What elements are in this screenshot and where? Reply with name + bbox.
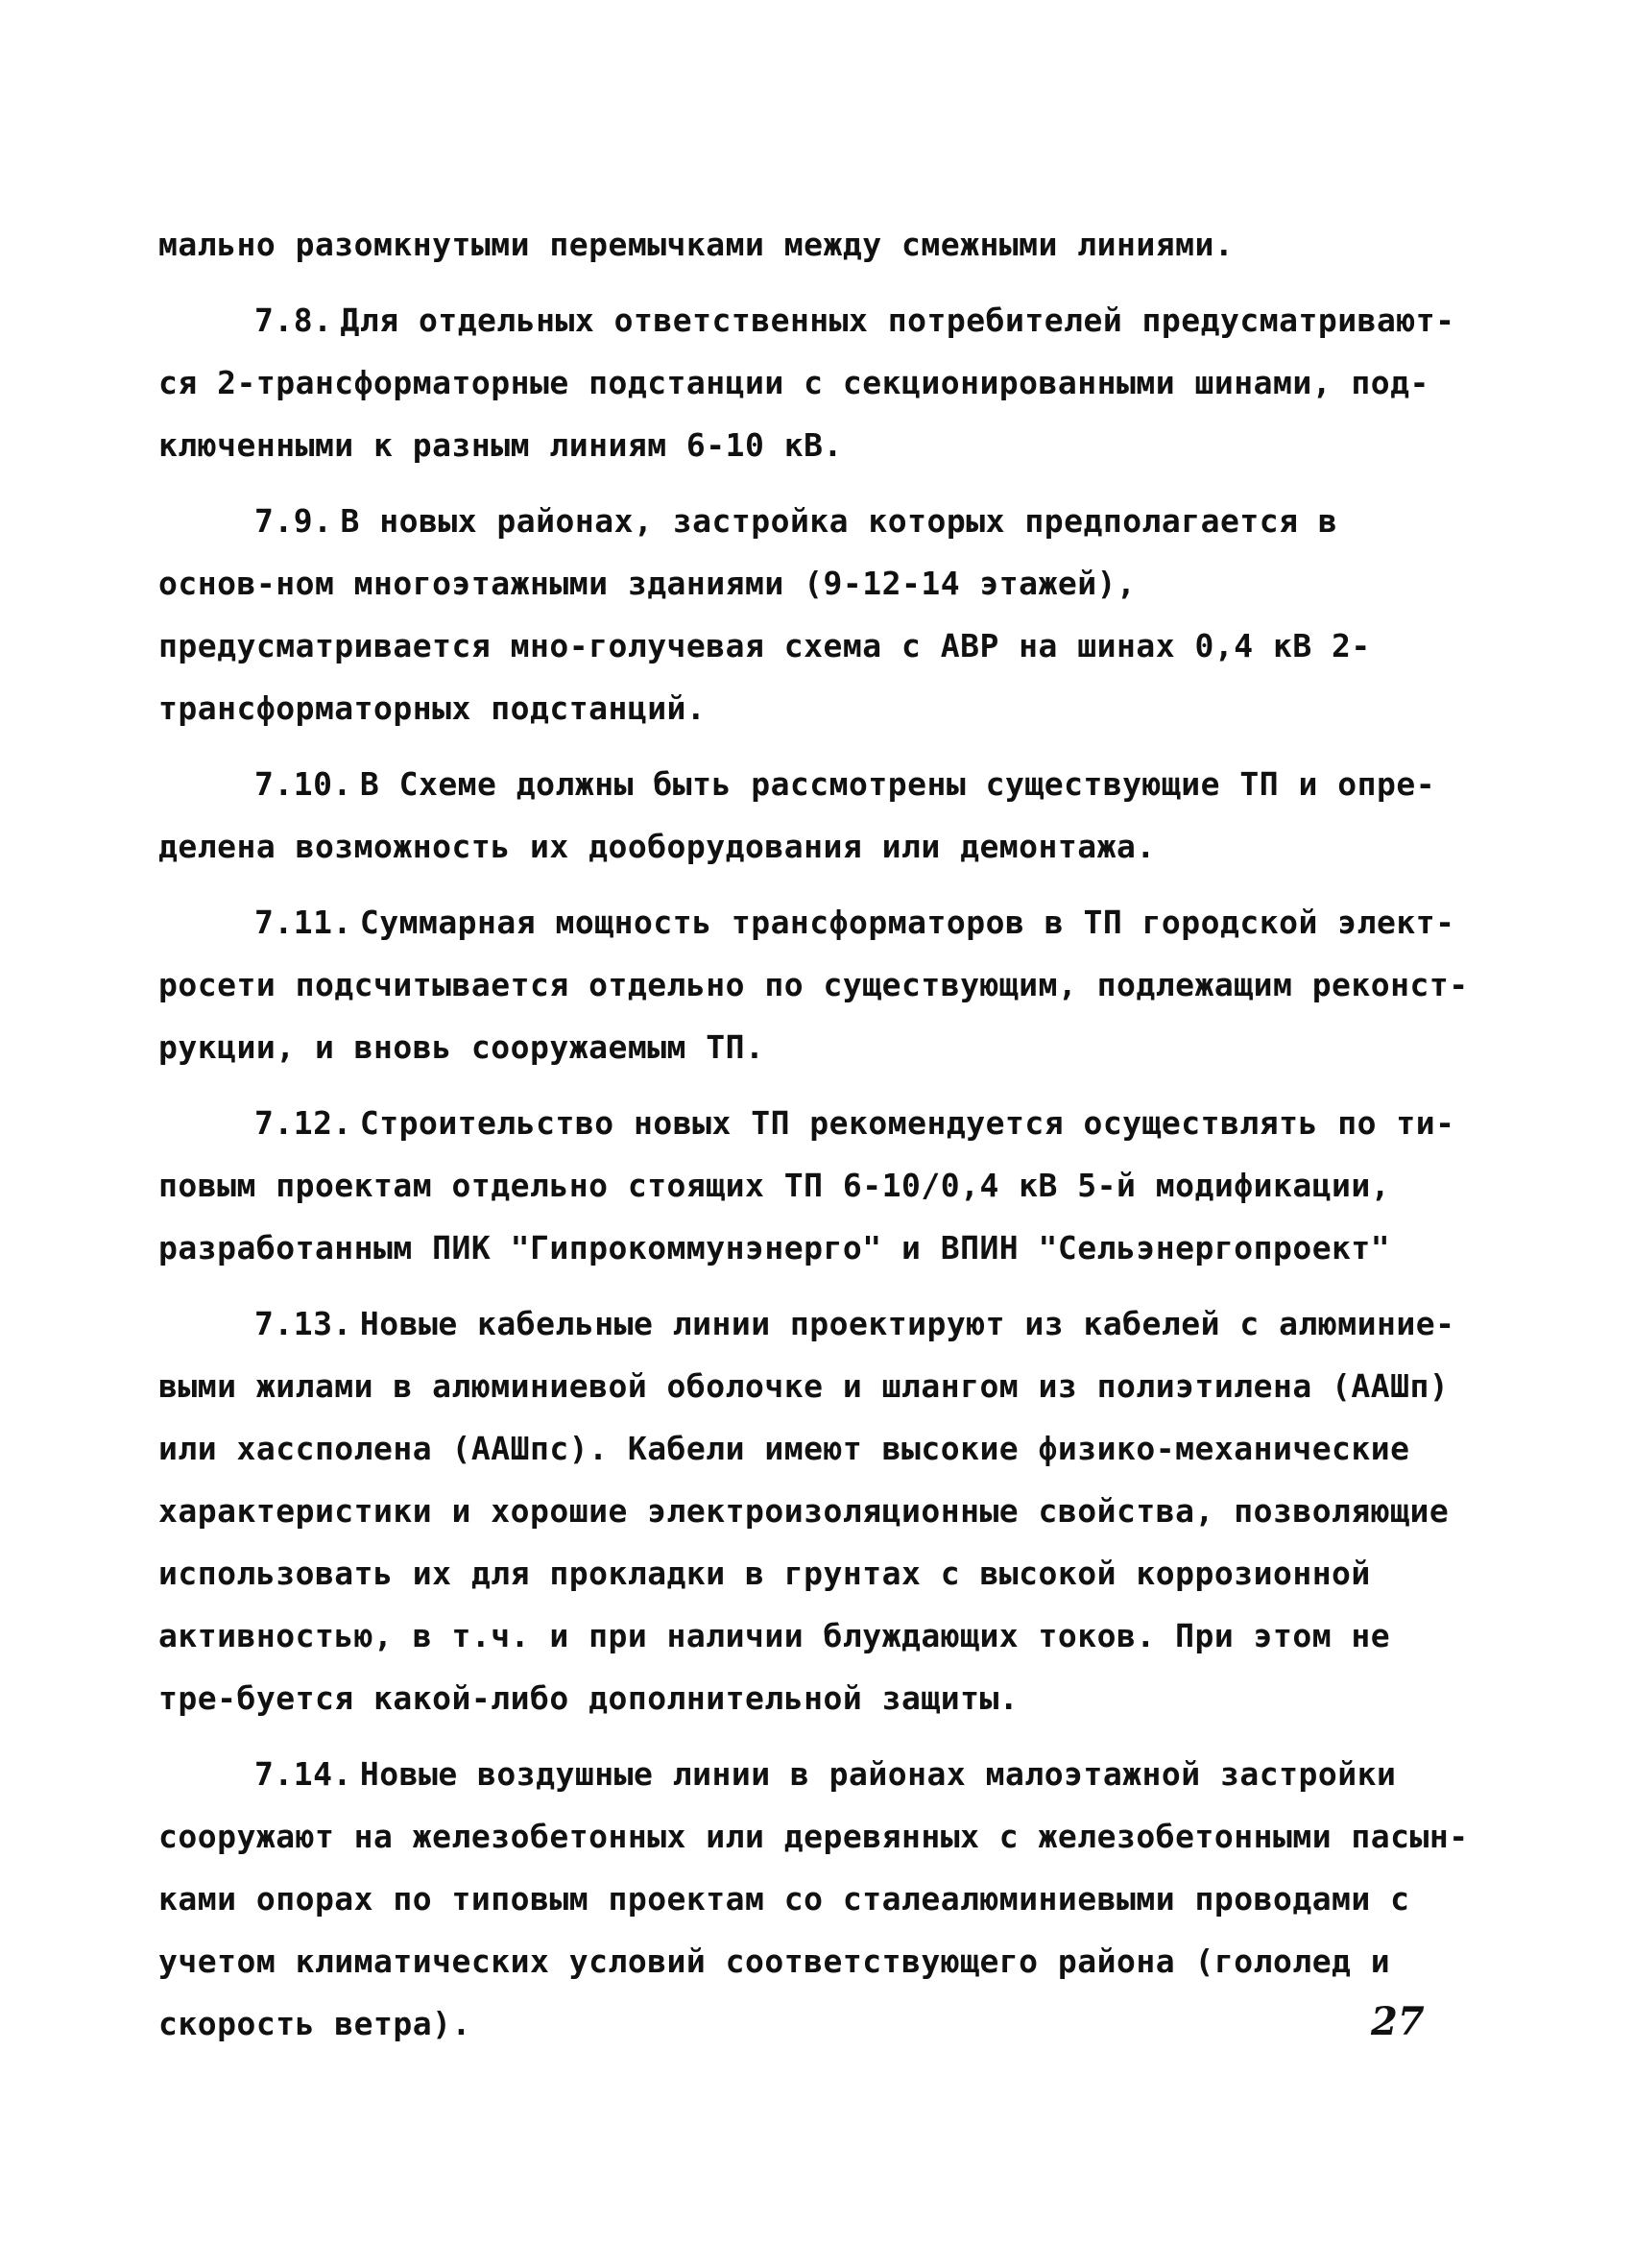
paragraph-text: Суммарная мощность трансформаторов в ТП городской элект-росети подсчитывается отдельно по существующим, подлежащим реконст-рукции, и вновь сооружаемым ТП.	[158, 904, 1469, 1066]
paragraph-text: Для отдельных ответственных потребителей предусматривают-ся 2-трансформаторные подстанции с секционированными шинами, под-ключенными к разным линиям 6-10 кВ.	[158, 302, 1455, 464]
paragraph-7-8	[158, 289, 1474, 476]
paragraph-text: В новых районах, застройка которых предполагается в основ-ном многоэтажными зданиями (9-12-14 этажей), предусматривается мно-голучевая схема с АВР на шинах 0,4 кВ 2-трансформаторных подстанций.	[158, 502, 1371, 727]
paragraph-number: 7.9.	[254, 502, 333, 540]
paragraph-7-13	[158, 1292, 1474, 1729]
paragraph-7-9	[158, 490, 1474, 739]
continuation-paragraph: мально разомкнутыми перемычками между смежными линиями.	[158, 226, 1235, 263]
paragraph-number: 7.14.	[254, 1755, 352, 1793]
paragraph-number: 7.10.	[254, 765, 352, 803]
paragraph-7-10	[158, 753, 1474, 878]
paragraph-7-14	[158, 1743, 1474, 2055]
paragraph-number: 7.13.	[254, 1305, 352, 1342]
paragraph-text: Новые воздушные линии в районах малоэтажной застройки сооружают на железобетонных или деревянных с железобетонными пасын-ками опорах по типовым проектам со сталеалюминиевыми проводами с учетом климатических условий соответствующего района (гололед и скорость ветра).	[158, 1755, 1469, 2042]
page-number: 27	[1371, 1999, 1425, 2044]
paragraph-number: 7.11.	[254, 904, 352, 941]
paragraph-number: 7.8.	[254, 302, 333, 339]
paragraph-text: Строительство новых ТП рекомендуется осуществлять по ти-повым проектам отдельно стоящих ТП 6-10/0,4 кВ 5-й модификации, разработанным ПИК "Гипрокоммунэнерго" и ВПИН "Сельэнергопроект"	[158, 1104, 1455, 1267]
paragraph-7-12	[158, 1092, 1474, 1279]
paragraph-7-11	[158, 891, 1474, 1078]
document-body	[158, 213, 1474, 2068]
paragraph-text: В Схеме должны быть рассмотрены существующие ТП и опре-делена возможность их дооборудования или демонтажа.	[158, 765, 1436, 865]
paragraph-number: 7.12.	[254, 1104, 352, 1142]
paragraph-text: Новые кабельные линии проектируют из кабелей с алюминие-выми жилами в алюминиевой оболочке и шлангом из полиэтилена (ААШп) или хассполена (ААШпс). Кабели имеют высокие физико-механические характеристики и хорошие электроизоляционные свойства, позволяющие использовать их для прокладки в грунтах с высокой коррозионной активностью, в т.ч. и при наличии блуждающих токов. При этом не тре-буется какой-либо дополнительной защиты.	[158, 1305, 1455, 1717]
